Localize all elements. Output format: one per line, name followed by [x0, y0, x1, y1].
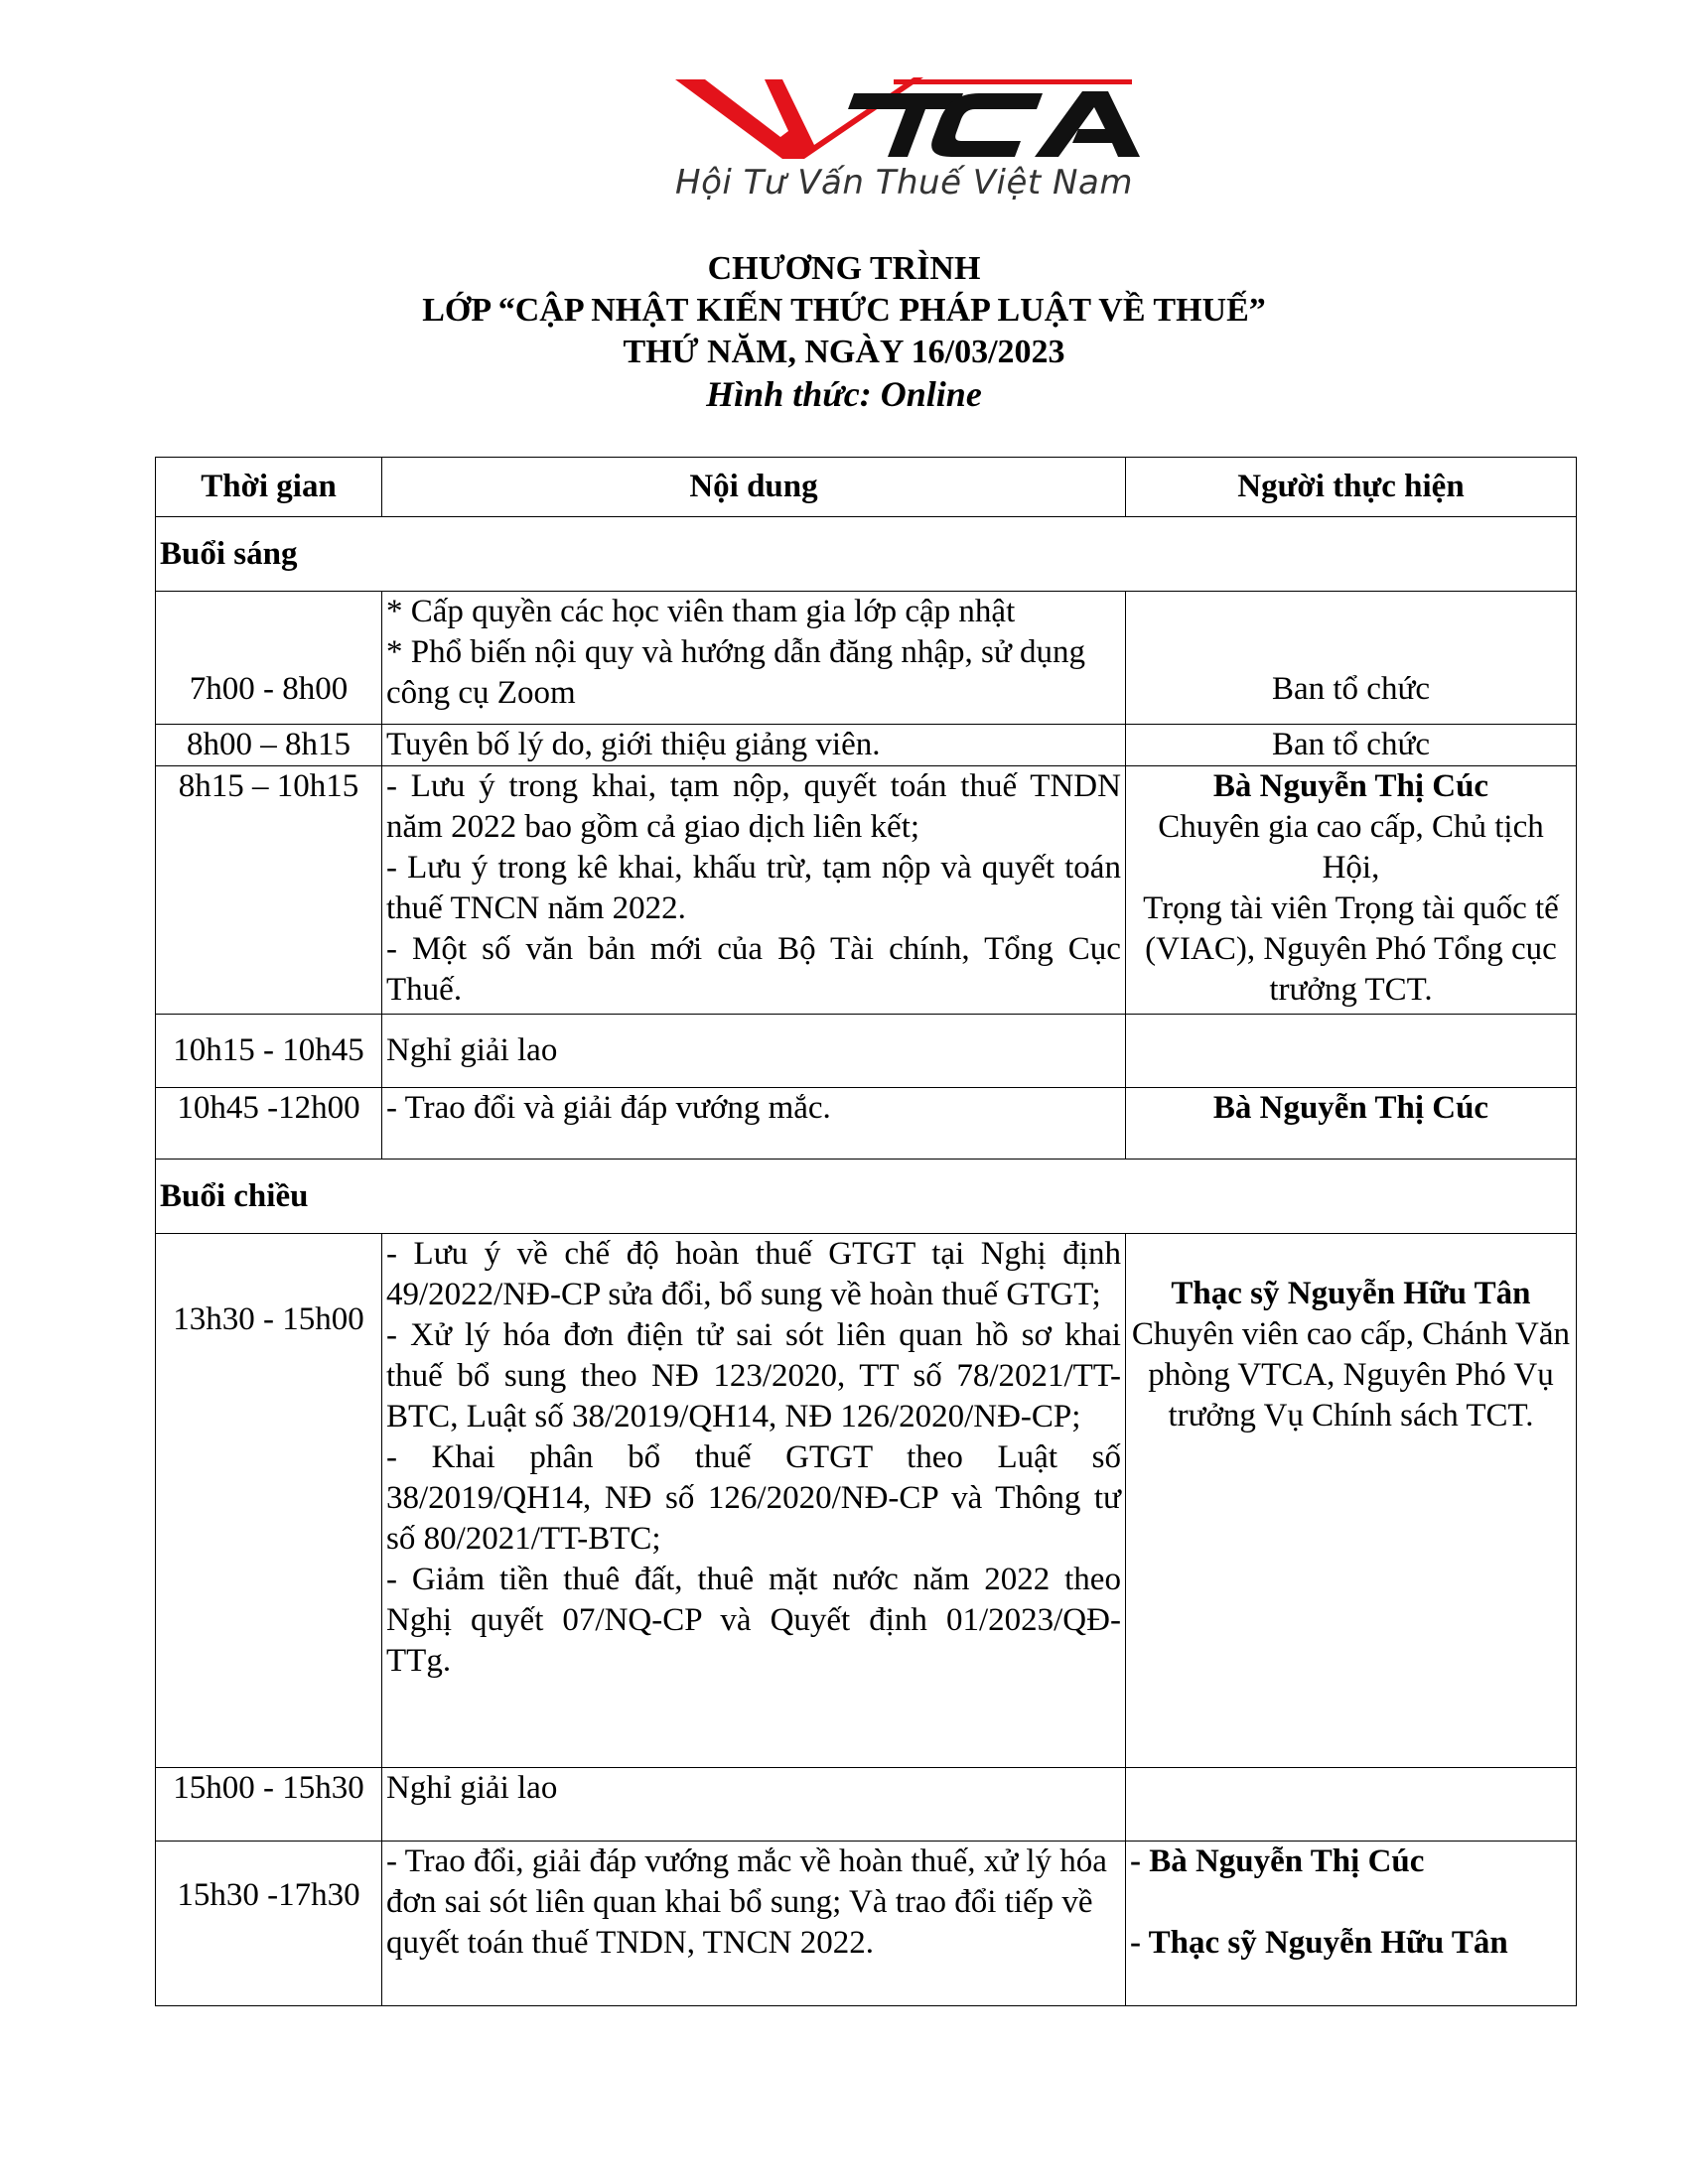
table-row: [156, 592, 1577, 725]
person-cell: [1125, 1842, 1576, 2006]
session-afternoon-label: Buổi chiều: [156, 1160, 1577, 1234]
header-person: Người thực hiện: [1125, 458, 1576, 517]
presenter-name: - Bà Nguyễn Thị Cúc: [1129, 1843, 1425, 1879]
session-row-morning: [156, 517, 1577, 592]
table-header-row: [156, 458, 1577, 517]
presenter-name: - Thạc sỹ Nguyễn Hữu Tân: [1129, 1925, 1508, 1961]
table-row: [156, 1088, 1577, 1160]
content-cell: Nghỉ giải lao: [382, 1768, 1126, 1842]
title-line-1: CHƯƠNG TRÌNH: [707, 250, 981, 287]
session-morning-label: Buổi sáng: [156, 517, 1577, 592]
time-cell: 10h45 -12h00: [156, 1088, 382, 1160]
table-row: [156, 725, 1577, 766]
document-heading: [0, 248, 1688, 415]
time-cell: 15h30 -17h30: [156, 1842, 382, 2006]
presenter-name: Bà Nguyễn Thị Cúc: [1212, 768, 1489, 804]
person-cell: [1125, 766, 1576, 1015]
content-line: - Lưu ý về chế độ hoàn thuế GTGT tại Nghị định 49/2022/NĐ-CP sửa đổi, bổ sung về hoàn thuế GTGT;: [386, 1236, 1121, 1312]
content-cell: - Trao đổi, giải đáp vướng mắc về hoàn thuế, xử lý hóa đơn sai sót liên quan khai bổ sung; Và trao đổi tiếp về quyết toán thuế TNDN, TNCN 2022.: [382, 1842, 1126, 2006]
time-cell: 8h00 – 8h15: [156, 725, 382, 766]
person-cell: Ban tổ chức: [1125, 725, 1576, 766]
content-line: - Xử lý hóa đơn điện tử sai sót liên quan hồ sơ khai thuế bổ sung theo NĐ 123/2020, TT số 78/2021/TT-BTC, Luật số 38/2019/QH14, NĐ 126/2020/NĐ-CP;: [386, 1317, 1121, 1434]
table-row: [156, 766, 1577, 1015]
vtca-logo: [665, 71, 1142, 210]
title-line-3: THỨ NĂM, NGÀY 16/03/2023: [623, 334, 1065, 370]
table-row: [156, 1015, 1577, 1088]
vtca-logo-mark: [665, 71, 1142, 161]
logo-subtitle: Hội Tư Vấn Thuế Việt Nam: [675, 163, 1133, 203]
person-cell: [1125, 1768, 1576, 1842]
content-cell: Nghỉ giải lao: [382, 1015, 1126, 1088]
content-cell: [382, 1234, 1126, 1768]
presenter-title: Trọng tài viên Trọng tài quốc tế (VIAC), Nguyên Phó Tổng cục trưởng TCT.: [1143, 890, 1559, 1008]
content-line: - Một số văn bản mới của Bộ Tài chính, Tổng Cục Thuế.: [386, 931, 1121, 1008]
person-cell: [1125, 1234, 1576, 1768]
content-cell: [382, 592, 1126, 725]
table-row: [156, 1234, 1577, 1768]
content-line: - Lưu ý trong kê khai, khấu trừ, tạm nộp và quyết toán thuế TNCN năm 2022.: [386, 850, 1121, 926]
format-line: Hình thức: Online: [706, 374, 982, 414]
content-line: - Giảm tiền thuê đất, thuê mặt nước năm 2022 theo Nghị quyết 07/NQ-CP và Quyết định 01/2023/QĐ-TTg.: [386, 1562, 1121, 1679]
header-content: Nội dung: [382, 458, 1126, 517]
time-cell: 15h00 - 15h30: [156, 1768, 382, 1842]
time-cell: 13h30 - 15h00: [156, 1234, 382, 1768]
person-cell: Ban tổ chức: [1125, 592, 1576, 725]
table-row: [156, 1768, 1577, 1842]
content-line: - Khai phân bổ thuế GTGT theo Luật số 38/2019/QH14, NĐ số 126/2020/NĐ-CP và Thông tư số 80/2021/TT-BTC;: [386, 1439, 1121, 1557]
time-cell: 7h00 - 8h00: [156, 592, 382, 725]
person-cell: [1125, 1015, 1576, 1088]
content-line: - Lưu ý trong khai, tạm nộp, quyết toán thuế TNDN năm 2022 bao gồm cả giao dịch liên kết;: [386, 768, 1121, 845]
content-line: * Phổ biến nội quy và hướng dẫn đăng nhập, sử dụng công cụ Zoom: [386, 634, 1086, 711]
session-row-afternoon: [156, 1160, 1577, 1234]
schedule-table: [155, 457, 1577, 2006]
content-cell: - Trao đổi và giải đáp vướng mắc.: [382, 1088, 1126, 1160]
content-cell: Tuyên bố lý do, giới thiệu giảng viên.: [382, 725, 1126, 766]
presenter-name: Thạc sỹ Nguyễn Hữu Tân: [1171, 1276, 1531, 1311]
presenter-name: Bà Nguyễn Thị Cúc: [1125, 1088, 1576, 1160]
presenter-title: Chuyên viên cao cấp, Chánh Văn phòng VTCA, Nguyên Phó Vụ trưởng Vụ Chính sách TCT.: [1131, 1316, 1571, 1433]
table-row: [156, 1842, 1577, 2006]
header-time: Thời gian: [156, 458, 382, 517]
time-cell: 8h15 – 10h15: [156, 766, 382, 1015]
content-line: * Cấp quyền các học viên tham gia lớp cập nhật: [386, 594, 1016, 629]
time-cell: 10h15 - 10h45: [156, 1015, 382, 1088]
title-line-2: LỚP “CẬP NHẬT KIẾN THỨC PHÁP LUẬT VỀ THUẾ”: [422, 292, 1266, 329]
presenter-title: Chuyên gia cao cấp, Chủ tịch Hội,: [1158, 809, 1544, 886]
content-cell: [382, 766, 1126, 1015]
